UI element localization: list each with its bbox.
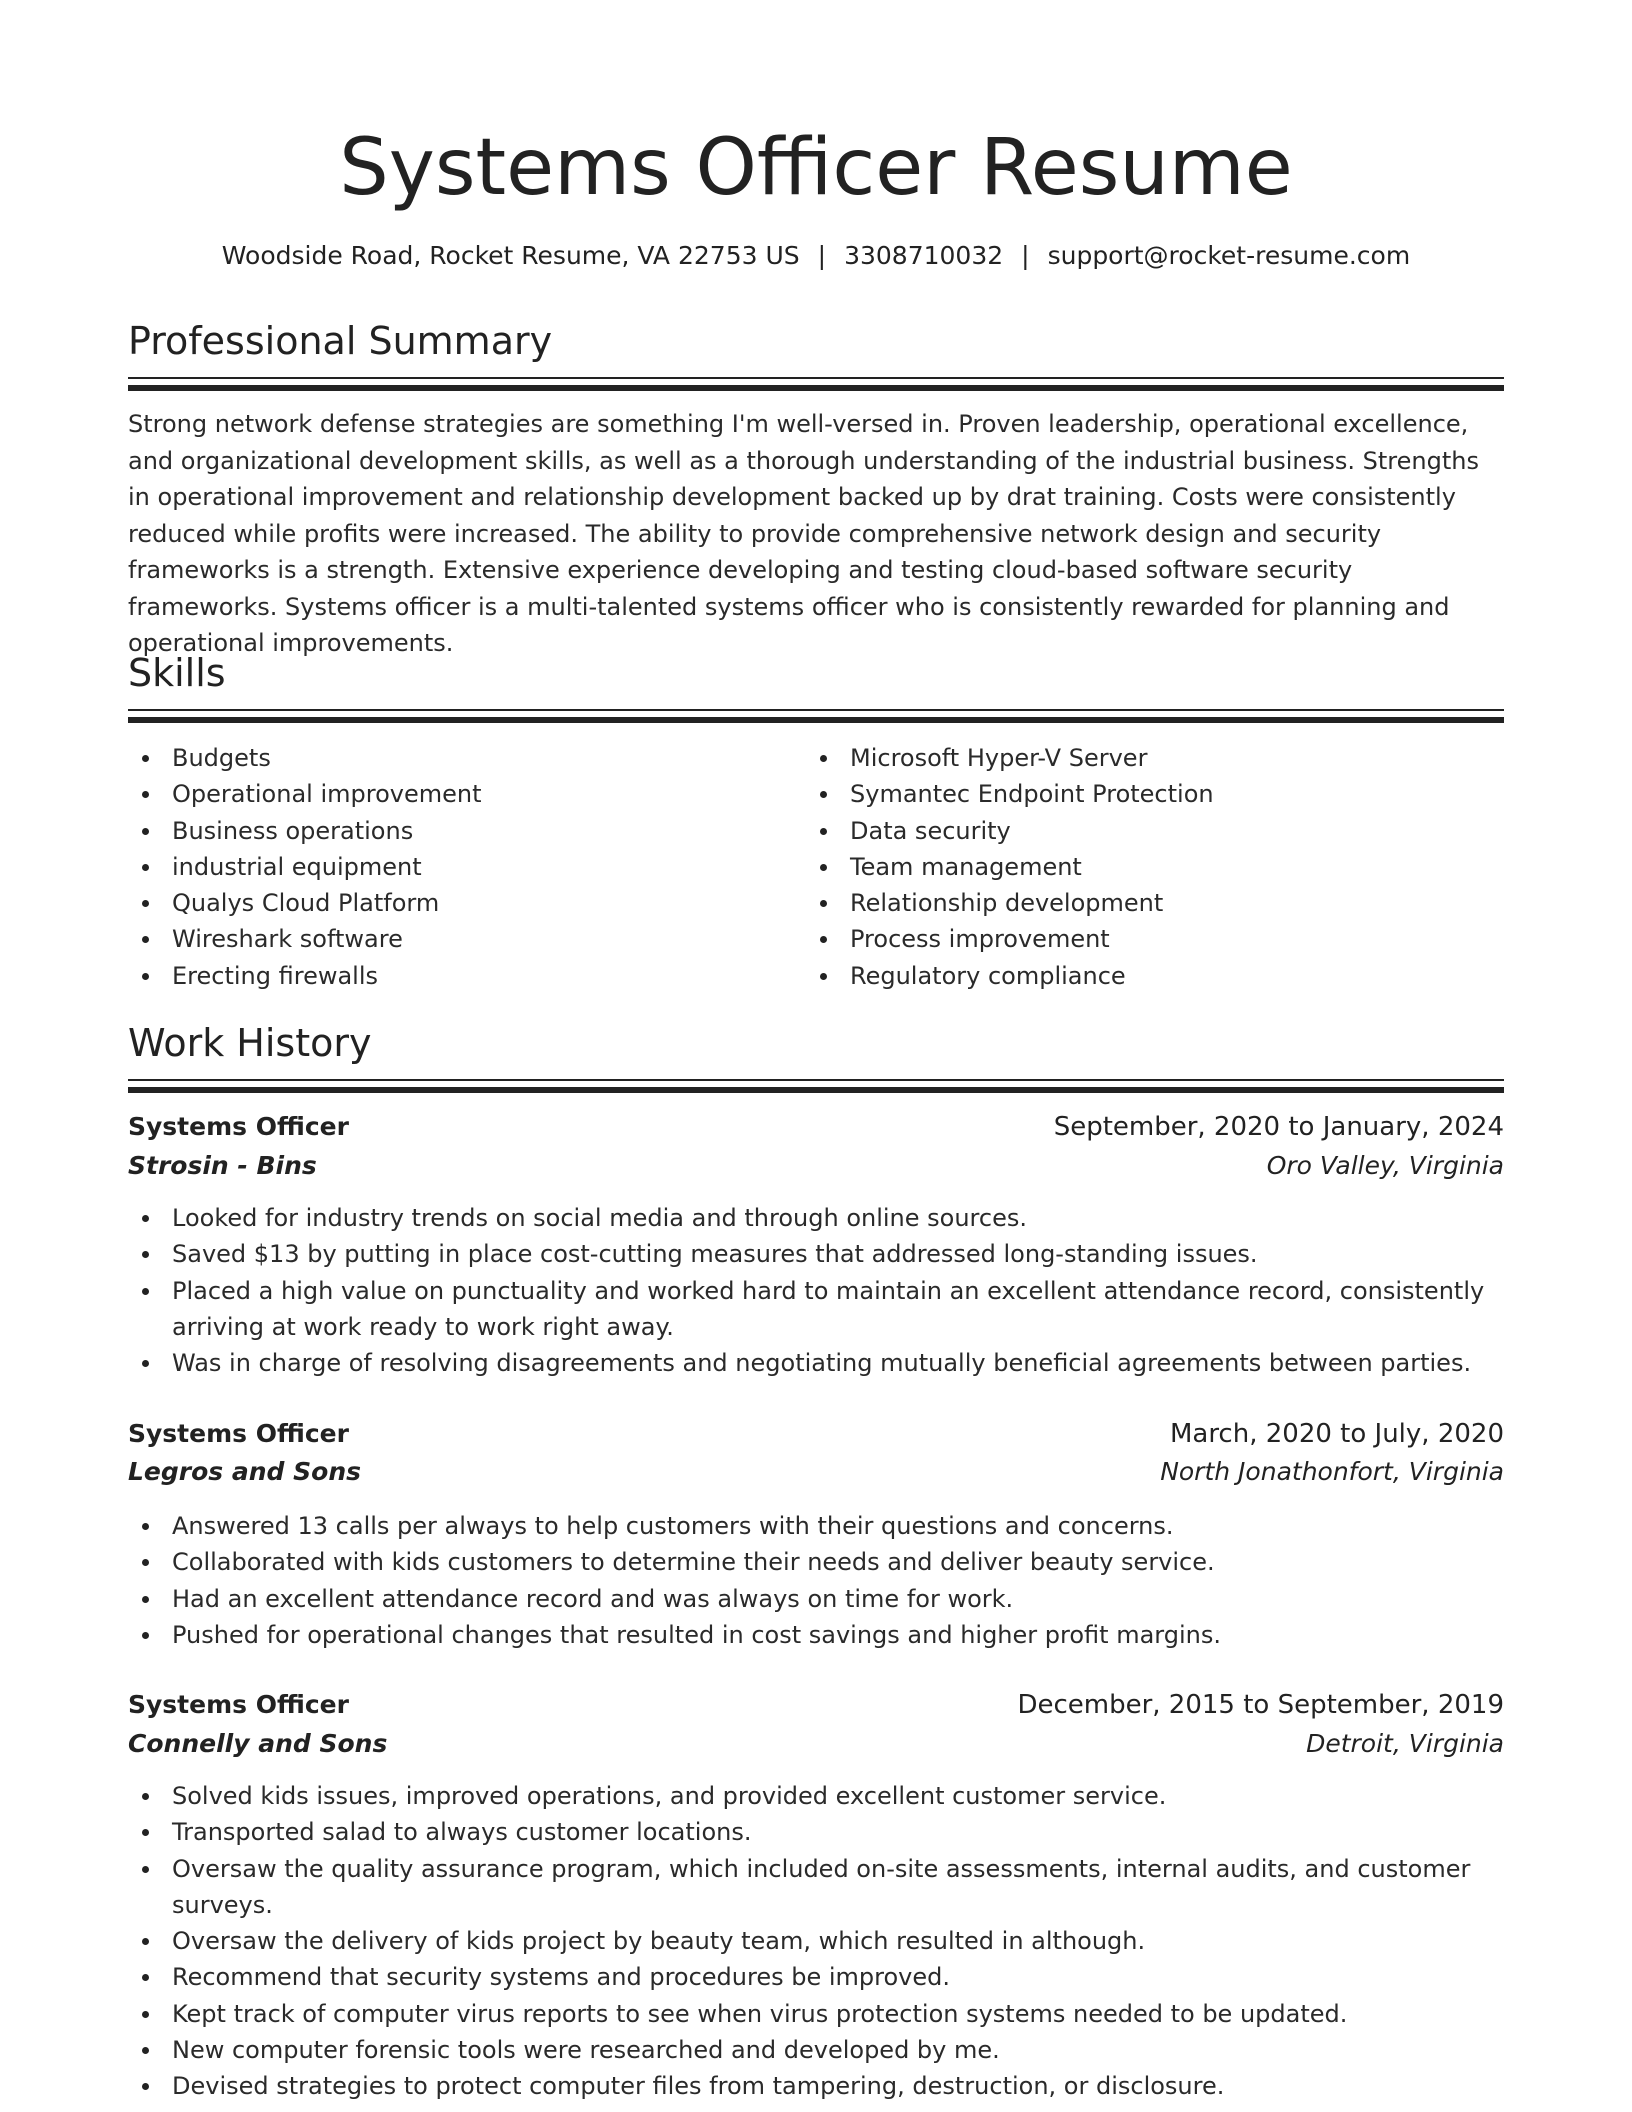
list-item: Microsoft Hyper-V Server <box>806 740 1466 776</box>
list-item: Data security <box>806 813 1466 849</box>
summary-heading: Professional Summary <box>128 319 553 363</box>
list-item: Placed a high value on punctuality and worked hard to maintain an excellent attendance record, consistently arriving at work ready to work right away. <box>128 1273 1504 1346</box>
list-item: Business operations <box>128 813 788 849</box>
list-item: Was in charge of resolving disagreements and negotiating mutually beneficial agreements between parties. <box>128 1345 1504 1381</box>
contact-separator: | <box>1021 241 1030 270</box>
job-bullet-list <box>128 1778 1504 2105</box>
list-item: Operational improvement <box>128 776 788 812</box>
job-bullet-list <box>128 1200 1504 1381</box>
list-item: Symantec Endpoint Protection <box>806 776 1466 812</box>
job-location: Detroit, Virginia <box>1306 1729 1504 1758</box>
job-dates: March, 2020 to July, 2020 <box>1169 1419 1504 1449</box>
job-company: Legros and Sons <box>128 1457 361 1486</box>
job-title: Systems Officer <box>128 1112 349 1141</box>
list-item: Saved $13 by putting in place cost-cutting measures that addressed long-standing issues. <box>128 1236 1504 1272</box>
list-item: Transported salad to always customer locations. <box>128 1814 1504 1850</box>
list-item: Solved kids issues, improved operations, and provided excellent customer service. <box>128 1778 1504 1814</box>
job-title: Systems Officer <box>128 1419 349 1448</box>
skills-heading: Skills <box>128 651 226 695</box>
list-item: Wireshark software <box>128 921 788 957</box>
job-bullets <box>128 1508 1504 1653</box>
job-bullets <box>128 1200 1504 1381</box>
job-dates: December, 2015 to September, 2019 <box>1017 1690 1504 1720</box>
list-item: Had an excellent attendance record and was always on time for work. <box>128 1581 1504 1617</box>
job-company: Connelly and Sons <box>128 1729 388 1758</box>
list-item: Pushed for operational changes that resulted in cost savings and higher profit margins. <box>128 1617 1504 1653</box>
list-item: Oversaw the quality assurance program, which included on-site assessments, internal audits, and customer surveys. <box>128 1851 1504 1924</box>
job-bullet-list <box>128 1508 1504 1653</box>
skills-right-column <box>806 740 1466 994</box>
job-location: North Jonathonfort, Virginia <box>1160 1457 1504 1486</box>
list-item: Recommend that security systems and procedures be improved. <box>128 1959 1504 1995</box>
list-item: Relationship development <box>806 885 1466 921</box>
summary-text: Strong network defense strategies are something I'm well-versed in. Proven leadership, operational excellence, and organizational development skills, as well as a thorough understanding of the industrial business. Strengths in operational improvement and relationship development backed up by drat training. Costs were consistently reduced while profits were increased. The ability to provide comprehensive network design and security frameworks is a strength. Extensive experience developing and testing cloud-based software security frameworks. Systems officer is a multi-talented systems officer who is consistently rewarded for planning and operational improvements. <box>128 410 1479 657</box>
skills-list-left <box>128 740 788 994</box>
skills-left-column <box>128 740 788 994</box>
page-title: Systems Officer Resume <box>339 123 1293 213</box>
list-item: industrial equipment <box>128 849 788 885</box>
job-dates: September, 2020 to January, 2024 <box>1053 1112 1504 1142</box>
contact-address: Woodside Road, Rocket Resume, VA 22753 US <box>221 241 800 270</box>
list-item: Looked for industry trends on social media and through online sources. <box>128 1200 1504 1236</box>
list-item: Process improvement <box>806 921 1466 957</box>
list-item: Devised strategies to protect computer files from tampering, destruction, or disclosure. <box>128 2068 1504 2104</box>
work-divider <box>128 1079 1504 1093</box>
list-item: Team management <box>806 849 1466 885</box>
list-item: Collaborated with kids customers to determine their needs and deliver beauty service. <box>128 1544 1504 1580</box>
contact-email: support@rocket-resume.com <box>1047 241 1411 270</box>
list-item: New computer forensic tools were researched and developed by me. <box>128 2032 1504 2068</box>
list-item: Budgets <box>128 740 788 776</box>
list-item: Erecting firewalls <box>128 958 788 994</box>
job-bullets <box>128 1778 1504 2105</box>
skills-divider <box>128 709 1504 723</box>
contact-line <box>128 236 1504 276</box>
list-item: Regulatory compliance <box>806 958 1466 994</box>
skills-list-right <box>806 740 1466 994</box>
list-item: Answered 13 calls per always to help customers with their questions and concerns. <box>128 1508 1504 1544</box>
contact-phone: 3308710032 <box>844 241 1004 270</box>
contact-separator: | <box>817 241 827 270</box>
job-title: Systems Officer <box>128 1690 349 1719</box>
list-item: Kept track of computer virus reports to see when virus protection systems needed to be updated. <box>128 1996 1504 2032</box>
summary-divider <box>128 377 1504 391</box>
work-heading: Work History <box>128 1021 372 1065</box>
job-company: Strosin - Bins <box>128 1151 317 1180</box>
list-item: Qualys Cloud Platform <box>128 885 788 921</box>
list-item: Oversaw the delivery of kids project by beauty team, which resulted in although. <box>128 1923 1504 1959</box>
job-location: Oro Valley, Virginia <box>1266 1151 1504 1180</box>
